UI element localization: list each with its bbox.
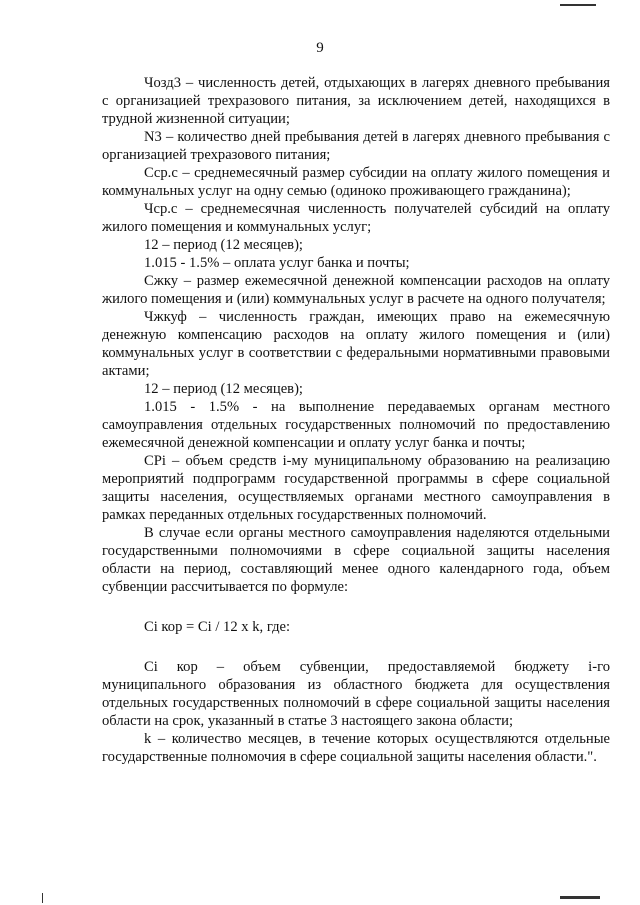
paragraph-bank-fee-2: 1.015 - 1.5% - на выполнение передаваемых органам местного самоуправления отдельных государственных полномочий по предоставлению ежемесячной денежной компенсации и оплату услуг банка и почты; [102,399,610,451]
formula: Ci кор = Ci / 12 x k, где: [144,619,291,635]
paragraph-short-period: В случае если органы местного самоуправления наделяются отдельными государственными полномочиями в сфере социальной защиты населения области на период, составляющий менее одного календарного года, объем субвенции рассчитывается по формуле: [102,525,610,595]
paragraph-ssr-s: Сср.с – среднемесячный размер субсидии на оплату жилого помещения и коммунальных услуг на одну семью (одиноко проживающего гражданина); [102,165,610,199]
scan-mark-bottom-left [42,893,43,903]
paragraph-k: k – количество месяцев, в течение которых осуществляются отдельные государственные полномочия в сфере социальной защиты населения области.". [102,731,610,765]
paragraph-cpi: CPi – объем средств i-му муниципальному образованию на реализацию мероприятий подпрограмм государственной программы в сфере социальной защиты населения, осуществляемых органами местного самоуправления в рамках переданных отдельных государственных полномочий. [102,453,610,523]
document-body [102,74,610,766]
scan-mark-top [560,4,596,6]
paragraph-szhku: Сжку – размер ежемесячной денежной компенсации расходов на оплату жилого помещения и (или) коммунальных услуг в расчете на одного получателя; [102,273,610,307]
paragraph-bank-fee-1: 1.015 - 1.5% – оплата услуг банка и почты; [144,255,410,271]
paragraph-chsr-s: Чср.с – среднемесячная численность получателей субсидий на оплату жилого помещения и коммунальных услуг; [102,201,610,235]
page-number: 9 [316,40,324,56]
paragraph-chzhkuf: Чжкуф – численность граждан, имеющих право на ежемесячную денежную компенсацию расходов на оплату жилого помещения и (или) коммунальных услуг в соответствии с федеральными нормативными правовыми актами; [102,309,610,379]
paragraph-period-1: 12 – период (12 месяцев); [144,237,303,253]
paragraph-n3: N3 – количество дней пребывания детей в лагерях дневного пребывания с организацией трехразового питания; [102,129,610,163]
scan-mark-bottom-right [560,896,600,899]
paragraph-period-2: 12 – период (12 месяцев); [144,381,303,397]
paragraph-chozd3: Чозд3 – численность детей, отдыхающих в лагерях дневного пребывания с организацией трехразового питания, за исключением детей, находящихся в трудной жизненной ситуации; [102,75,610,127]
paragraph-ci-kor: Ci кор – объем субвенции, предоставляемой бюджету i-го муниципального образования из областного бюджета для осуществления отдельных государственных полномочий в сфере социальной защиты населения области на срок, указанный в статье 3 настоящего закона области; [102,659,610,729]
